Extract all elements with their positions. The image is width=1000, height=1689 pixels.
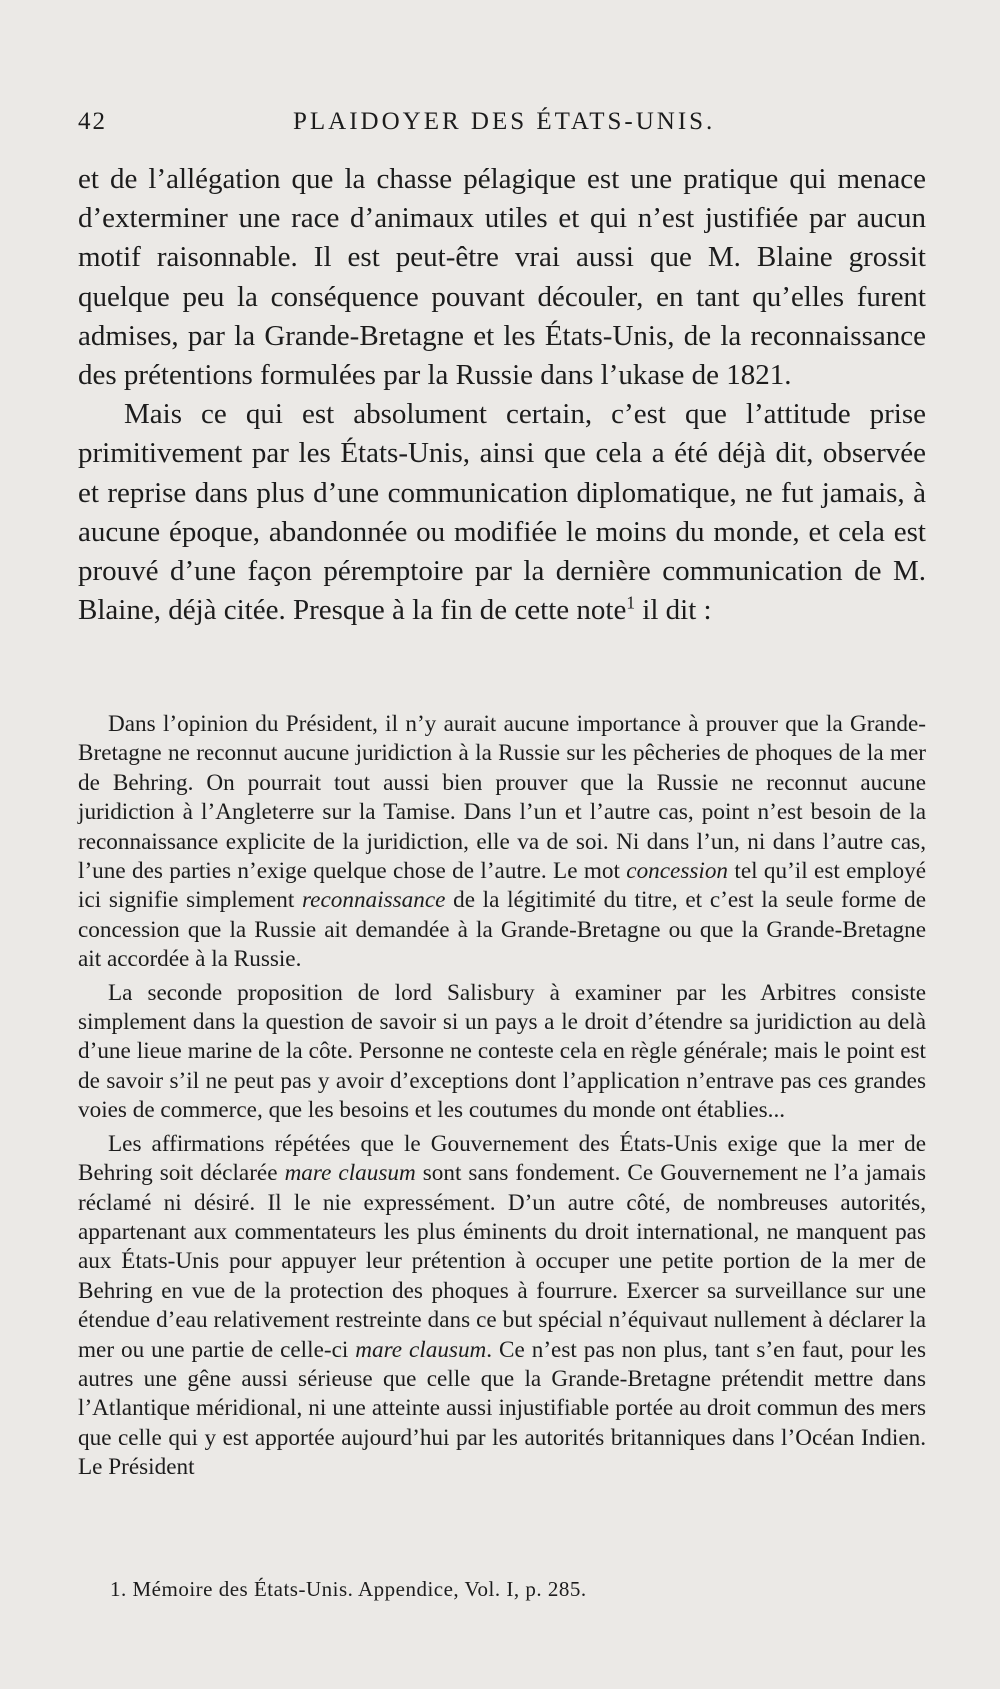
paragraph: et de l’allégation que la chasse pélagique est une pratique qui menace d’exterminer une race d’animaux utiles et qui n’est justifiée par aucun motif raisonnable. Il est peut-être vrai aussi que M. Blaine grossit quelque peu la conséquence pouvant découler, en tant qu’elles furent admises, par la Grande-Bretagne et les États-Unis, de la reconnaissance des prétentions formulées par la Russie dans l’ukase de 1821. (78, 163, 926, 392)
footnote-reference: 1 (626, 592, 636, 613)
quote-paragraph: La seconde proposition de lord Salisbury à examiner par les Arbitres consiste simplement dans la question de savoir si un pays a le droit d’étendre sa juridiction au delà d’une lieue marine de la côte. Personne ne conteste cela en règle générale; mais le point est de savoir s’il ne peut pas y avoir d’exceptions dont l’application n’entrave pas ces grandes voies de commerce, que les besoins et les coutumes du monde ont établies... (78, 979, 926, 1124)
page-header (78, 108, 922, 142)
quote-text: . Ce n’est pas non plus, tant s’en faut, pour les autres une gêne aussi sérieuse que celle que la Grande-Bretagne prétendit mettre dans l’Atlantique méridional, ni une atteinte aussi injustifiable portée au droit commun des mers que celle qui y est apportée aujourd’hui par les autorités britanniques dans l’Océan Indien. Le Président (78, 1336, 927, 1481)
quoted-passage (78, 710, 926, 1483)
footnote: 1. Mémoire des États-Unis. Appendice, Vol. I, p. 285. (110, 1577, 587, 1601)
quote-text: tel qu’il est employé ici signifie simplement (78, 858, 926, 914)
quote-emphasis: concession (626, 858, 729, 885)
quote-paragraph (78, 1130, 926, 1483)
running-title: PLAIDOYER DES ÉTATS-UNIS. (293, 108, 716, 135)
main-text (78, 160, 926, 630)
quote-emphasis: mare clausum (355, 1336, 487, 1363)
paragraph-text-end: il dit : (635, 594, 712, 627)
quote-text: Les affirmations répétées que le Gouvernement des États-Unis exige que la mer de Behring soit déclarée (78, 1130, 926, 1187)
quote-paragraph (78, 710, 926, 975)
quote-text: de la légitimité du titre, et c’est la seule forme de concession que la Russie ait demandée à la Grande-Bretagne ou que la Grande-Bretagne ait accordée à la Russie. (78, 887, 926, 973)
quote-emphasis: mare clausum (284, 1160, 416, 1187)
quote-emphasis: reconnaissance (302, 887, 446, 914)
quote-text: sont sans fondement. Ce Gouvernement ne l’a jamais réclamé ni désiré. Il le nie expressément. D’un autre côté, de nombreuses autorités, appartenant aux commentateurs les plus éminents du droit international, ne manquent pas aux États-Unis pour appuyer leur prétention à occuper une petite portion de la mer de Behring en vue de la protection des phoques à fourrure. Exercer sa surveillance sur une étendue d’eau relativement restreinte dans ce but spécial n’équivaut nullement à déclarer la mer ou une partie de celle-ci (78, 1160, 926, 1363)
page-number: 42 (78, 108, 107, 135)
paragraph-text: Mais ce qui est absolument certain, c’est que l’attitude prise primitivement par les États-Unis, ainsi que cela a été déjà dit, observée et reprise dans plus d’une communication diplomatique, ne fut jamais, à aucune époque, abandonnée ou modifiée le moins du monde, et cela est prouvé d’une façon péremptoire par la dernière communication de M. Blaine, déjà citée. Presque à la fin de cette note (78, 398, 926, 627)
paragraph (78, 395, 926, 630)
quote-text: Dans l’opinion du Président, il n’y aurait aucune importance à prouver que la Grande-Bretagne ne reconnut aucune juridiction à la Russie sur les pêcheries de phoques de la mer de Behring. On pourrait tout aussi bien prouver que la Russie ne reconnut aucune juridiction à l’Angleterre sur la Tamise. Dans l’un et l’autre cas, point n’est besoin de la reconnaissance explicite de la juridiction, elle va de soi. Ni dans l’un, ni dans l’autre cas, l’une des parties n’exige quelque chose de l’autre. Le mot (78, 711, 926, 885)
